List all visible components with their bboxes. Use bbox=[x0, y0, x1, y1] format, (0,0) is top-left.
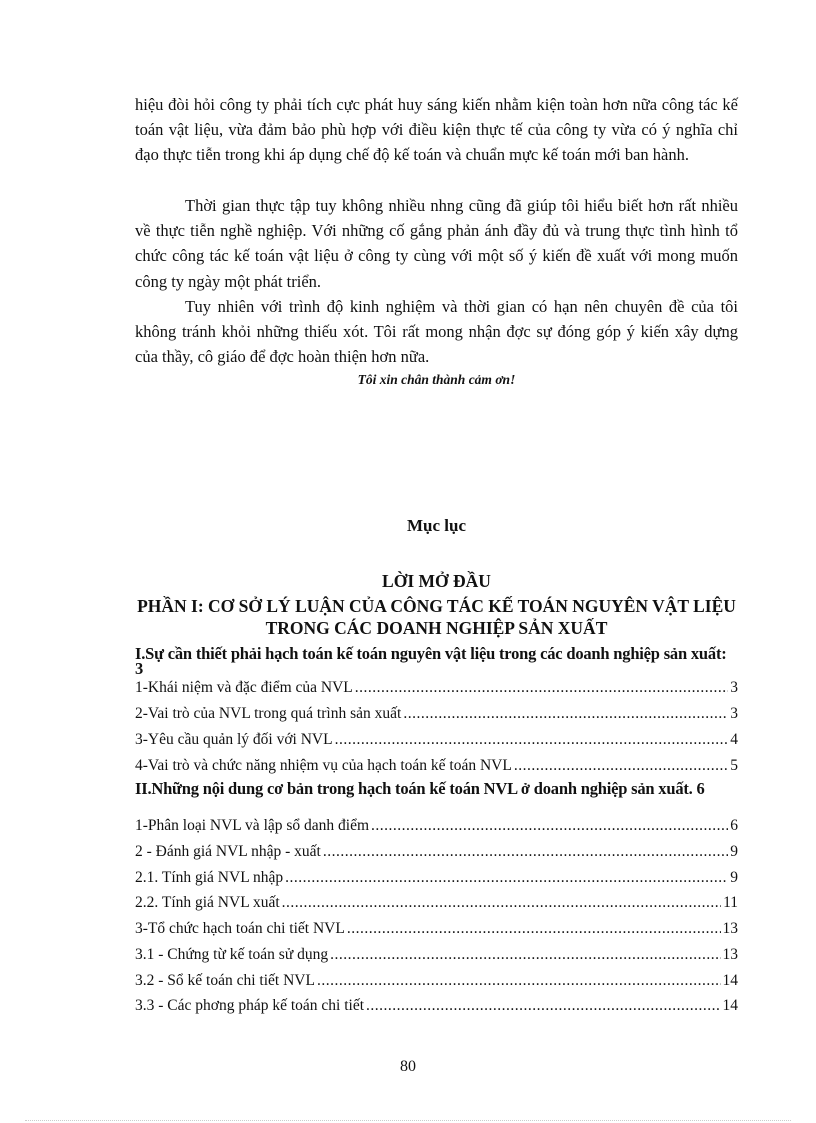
toc-entry-label: 3-Tổ chức hạch toán chi tiết NVL bbox=[135, 920, 345, 937]
toc-entry[interactable] bbox=[135, 946, 738, 968]
toc-leader-dots bbox=[285, 869, 728, 887]
toc-entry[interactable] bbox=[135, 972, 738, 994]
toc-entry[interactable] bbox=[135, 843, 738, 865]
toc-leader-dots bbox=[366, 997, 720, 1015]
toc-entry-page: 4 bbox=[730, 731, 738, 748]
toc-entry-page: 3 bbox=[730, 679, 738, 696]
toc-entry[interactable] bbox=[135, 705, 738, 727]
toc-entry-label: 2.1. Tính giá NVL nhập bbox=[135, 869, 284, 886]
toc-entry[interactable] bbox=[135, 679, 738, 701]
toc-entry-label: 3.1 - Chứng từ kế toán sử dụng bbox=[135, 946, 329, 963]
toc-entry-page: 6 bbox=[730, 817, 738, 834]
toc-leader-dots bbox=[317, 972, 721, 990]
toc-section-2: II.Những nội dung cơ bản trong hạch toán kế toán NVL ở doanh nghiệp sản xuất. 6 bbox=[135, 779, 705, 798]
toc-entry[interactable] bbox=[135, 817, 738, 839]
toc-entry-label: 1-Khái niệm và đặc điểm của NVL bbox=[135, 679, 353, 696]
toc-entry-label: 3.3 - Các phơng pháp kế toán chi tiết bbox=[135, 997, 365, 1014]
toc-entry[interactable] bbox=[135, 869, 738, 891]
toc-entry-page: 9 bbox=[730, 843, 738, 860]
toc-preface-heading: LỜI MỞ ĐẦU bbox=[382, 571, 491, 591]
toc-entry-page: 5 bbox=[730, 757, 738, 774]
toc-leader-dots bbox=[355, 679, 728, 697]
toc-entry[interactable] bbox=[135, 757, 738, 779]
page-bottom-rule bbox=[25, 1120, 791, 1121]
toc-title: Mục lục bbox=[406, 516, 467, 535]
toc-entry-page: 14 bbox=[722, 972, 738, 989]
toc-leader-dots bbox=[330, 946, 720, 964]
toc-entry-page: 13 bbox=[722, 946, 738, 963]
toc-leader-dots bbox=[282, 894, 721, 912]
toc-entry-page: 9 bbox=[730, 869, 738, 886]
toc-entry-label: 3.2 - Sổ kế toán chi tiết NVL bbox=[135, 972, 315, 989]
toc-entry-label: 4-Vai trò và chức năng nhiệm vụ của hạch toán kế toán NVL bbox=[135, 757, 512, 774]
toc-leader-dots bbox=[514, 757, 728, 775]
toc-entry[interactable] bbox=[135, 997, 738, 1019]
toc-entry-label: 2.2. Tính giá NVL xuất bbox=[135, 894, 280, 911]
toc-leader-dots bbox=[347, 920, 721, 938]
body-paragraph-3: Tuy nhiên với trình độ kinh nghiệm và thời gian có hạn nên chuyên đề của tôi không tránh khỏi những thiếu xót. Tôi rất mong nhận đợc sự đóng góp ý kiến xây dựng của thầy, cô giáo để đợc hoàn thiện hơn nữa. bbox=[135, 297, 738, 367]
toc-section-1: I.Sự cần thiết phải hạch toán kế toán nguyên vật liệu trong các doanh nghiệp sản xuất: 3 bbox=[135, 644, 727, 678]
toc-entry-label: 2 - Đánh giá NVL nhập - xuất bbox=[135, 843, 321, 860]
toc-entry-label: 1-Phân loại NVL và lập sổ danh điểm bbox=[135, 817, 370, 834]
toc-entry-page: 3 bbox=[730, 705, 738, 722]
toc-part1-heading: PHẦN I: CƠ SỞ LÝ LUẬN CỦA CÔNG TÁC KẾ TOÁN NGUYÊN VẬT LIỆU TRONG CÁC DOANH NGHIỆP SẢN XUẤT bbox=[137, 596, 736, 638]
toc-leader-dots bbox=[323, 843, 728, 861]
page-number: 80 bbox=[400, 1058, 416, 1075]
toc-entry[interactable] bbox=[135, 920, 738, 942]
toc-entry-label: 3-Yêu cầu quản lý đối với NVL bbox=[135, 731, 333, 748]
toc-entry-page: 11 bbox=[723, 894, 738, 911]
toc-entry-label: 2-Vai trò của NVL trong quá trình sản xuất bbox=[135, 705, 402, 722]
body-paragraph-1: hiệu đòi hỏi công ty phải tích cực phát huy sáng kiến nhằm kiện toàn hơn nữa công tác kế toán vật liệu, vừa đảm bảo phù hợp với điều kiện thực tế của công ty vừa có ý nghĩa chỉ đạo thực tiễn trong khi áp dụng chế độ kế toán và chuẩn mực kế toán mới ban hành. bbox=[135, 95, 738, 165]
toc-entry-page: 13 bbox=[722, 920, 738, 937]
toc-entry[interactable] bbox=[135, 894, 738, 916]
toc-leader-dots bbox=[403, 705, 728, 723]
body-paragraph-2: Thời gian thực tập tuy không nhiều nhng cũng đã giúp tôi hiểu biết hơn rất nhiều về thực tiễn nghề nghiệp. Với những cố gắng phản ánh đầy đủ và trung thực tình hình tổ chức công tác kế toán vật liệu ở công ty cùng với một số ý kiến đề xuất với mong muốn công ty ngày một phát triển. bbox=[135, 196, 738, 291]
toc-entry-page: 14 bbox=[722, 997, 738, 1014]
closing-thanks: Tôi xin chân thành cảm ơn! bbox=[357, 372, 516, 387]
toc-entry[interactable] bbox=[135, 731, 738, 753]
toc-leader-dots bbox=[335, 731, 729, 749]
toc-leader-dots bbox=[371, 817, 728, 835]
